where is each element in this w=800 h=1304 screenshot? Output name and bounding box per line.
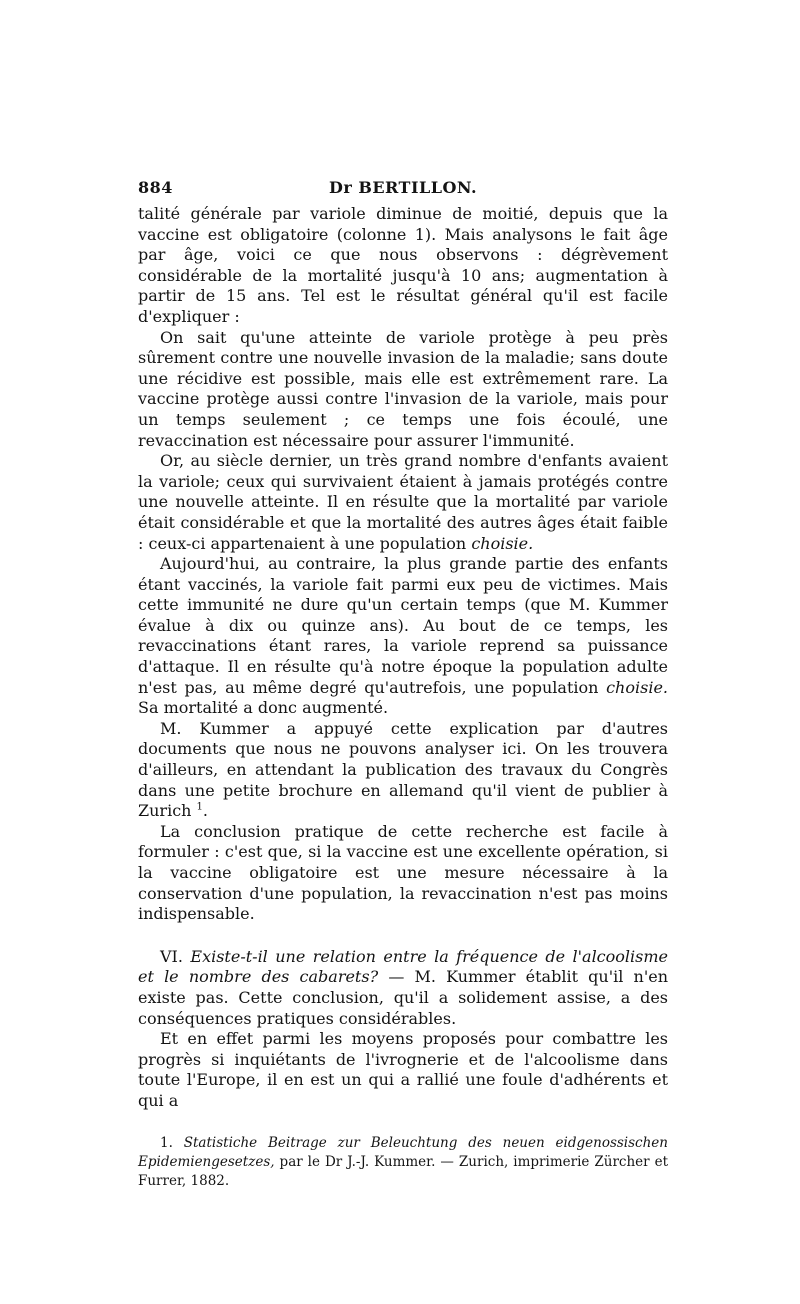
section-heading: Existe-t-il une relation entre la fréquence de l'alcoolisme et le nombre des cabarets? <box>138 946 668 987</box>
paragraph-3-emphasis: choisie. <box>471 533 534 553</box>
footnote-text: par le Dr J.-J. Kummer. — Zurich, imprimerie Zürcher et Furrer, 1882. <box>138 1153 668 1189</box>
footnote-title: Statistiche Beitrage zur Beleuchtung des neuen eidgenossischen Epidemiengesetzes, <box>138 1134 668 1170</box>
paragraph-8: Et en effet parmi les moyens proposés pour combattre les progrès si inquiétants de l'ivrognerie et de l'alcoolisme dans toute l'Europe, il en est un qui a rallié une foule d'adhérents et qui a <box>138 1029 668 1110</box>
book-page <box>138 178 668 1191</box>
paragraph-4-end: Sa mortalité a donc augmenté. <box>138 698 389 718</box>
paragraph-4 <box>138 554 668 719</box>
footnote-number: 1. <box>160 1134 173 1151</box>
footnote-spacer <box>138 1112 668 1134</box>
page-header <box>138 178 668 204</box>
section-gap <box>138 925 668 947</box>
footnote-reference: 1 <box>196 801 203 813</box>
page-number: 884 <box>138 178 173 197</box>
paragraph-6: La conclusion pratique de cette recherche est facile à formuler : c'est que, si la vaccine est une excellente opération, si la vaccine obligatoire est une mesure nécessaire à la conservation d'une population, la revaccination n'est pas moins indispensable. <box>138 821 668 924</box>
paragraph-3 <box>138 451 668 554</box>
paragraph-1: talité générale par variole diminue de moitié, depuis que la vaccine est obligatoire (colonne 1). Mais analysons le fait âge par âge, voici ce que nous observons : dégrèvement considérable de la mortalité jusqu'à 10 ans; augmentation à partir de 15 ans. Tel est le résultat général qu'il est facile d'expliquer : <box>138 204 668 326</box>
main-text <box>138 204 668 1112</box>
paragraph-4-text: Aujourd'hui, au contraire, la plus grande partie des enfants étant vaccinés, la variole fait parmi eux peu de victimes. Mais cette immunité ne dure qu'un certain temps (que M. Kummer évalue à dix ou quinze ans). Au bout de ce temps, les revaccinations étant rares, la variole reprend sa puissance d'attaque. Il en résulte qu'à notre époque la population adulte n'est pas, au même degré qu'autrefois, une population <box>138 554 668 697</box>
paragraph-7 <box>138 947 668 1029</box>
paragraph-2: On sait qu'une atteinte de variole protège à peu près sûrement contre une nouvelle invasion de la maladie; sans doute une récidive est possible, mais elle est extrêmement rare. La vaccine protège aussi contre l'invasion de la variole, mais pour un temps seulement ; ce temps une fois écoulé, une revaccination est nécessaire pour assurer l'immunité. <box>138 327 668 450</box>
paragraph-3-text: Or, au siècle dernier, un très grand nombre d'enfants avaient la variole; ceux qui survivaient étaient à jamais protégés contre une nouvelle atteinte. Il en résulte que la mortalité par variole était considérable et que la mortalité des autres âges était faible : ceux-ci appartenaient à une population <box>138 451 668 553</box>
paragraph-4-emphasis: choisie. <box>606 677 668 697</box>
paragraph-5: M. Kummer a appuyé cette explication par d'autres documents que nous ne pouvons analyser ici. On les trouvera d'ailleurs, en attendant la publication des travaux du Congrès dans une petite brochure en allemand qu'il vient de publier à Zurich $^1$. <box>138 718 668 821</box>
paragraph-7-text: — M. Kummer établit qu'il n'en existe pas. Cette conclusion, qu'il a solidement assise, a des conséquences pratiques considérables. <box>138 967 668 1028</box>
section-number: VI. <box>160 946 183 966</box>
running-title: Dr BERTILLON. <box>328 178 478 197</box>
paragraph-5-text: M. Kummer a appuyé cette explication par d'autres documents que nous ne pouvons analyser ici. On les trouvera d'ailleurs, en attendant la publication des travaux du Congrès dans une petite brochure en allemand qu'il vient de publier à Zurich <box>138 718 668 821</box>
footnote <box>138 1134 668 1191</box>
